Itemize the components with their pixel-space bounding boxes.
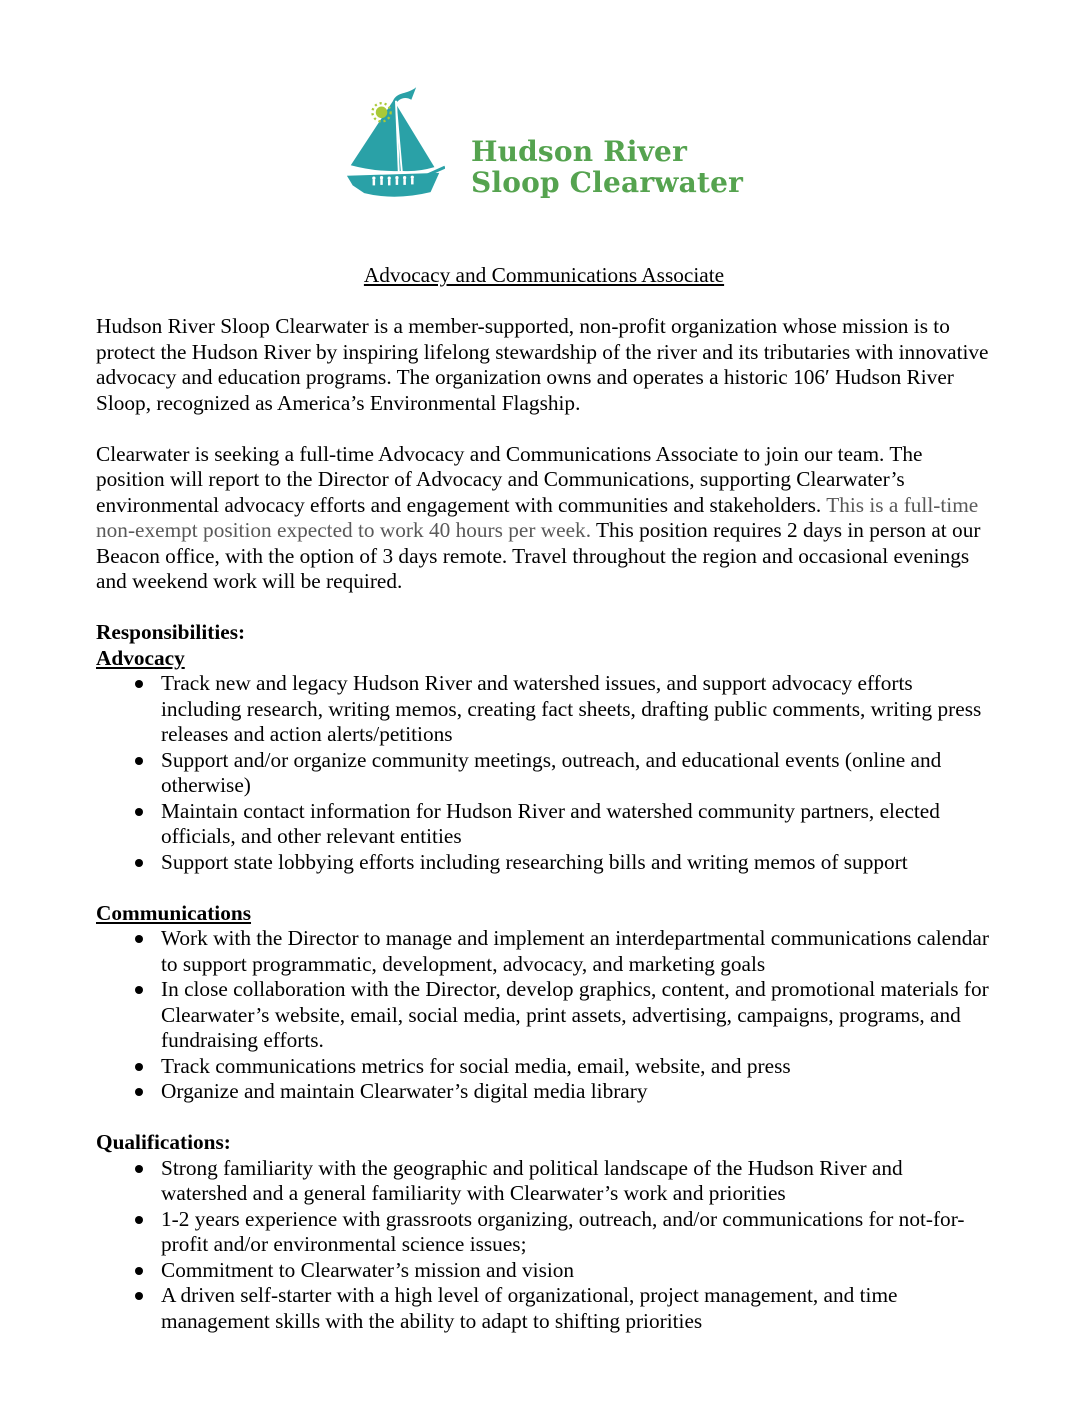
list-item: 1-2 years experience with grassroots organizing, outreach, and/or communications for not-for-profit and/or environmental science issues; [96,1207,992,1258]
logo-wordmark-line2: Sloop Clearwater [470,166,744,199]
logo-wordmark [471,136,743,198]
list-item: Support state lobbying efforts including researching bills and writing memos of support [96,850,992,876]
qualifications-heading: Qualifications: [96,1130,231,1154]
list-item: Strong familiarity with the geographic and political landscape of the Hudson River and watershed and a general familiarity with Clearwater’s work and priorities [96,1156,992,1207]
advocacy-bullet-list [96,671,992,875]
qualifications-bullet-list [96,1156,992,1335]
advocacy-subheading: Advocacy [96,645,185,670]
list-item: Maintain contact information for Hudson River and watershed community partners, elected officials, and other relevant entities [96,799,992,850]
responsibilities-heading: Responsibilities: [96,620,246,644]
list-item: Organize and maintain Clearwater’s digital media library [96,1079,992,1105]
intro-paragraph-2-end: This position requires 2 days in person at our Beacon office, with the option of 3 days remote. Travel throughout the region and occasional evenings and weekend work will be required. [96,518,981,593]
intro-paragraph-2-gray: This is a full-time non-exempt position expected to work 40 hours per week. [96,492,979,542]
list-item: Support and/or organize community meetings, outreach, and educational events (online and otherwise) [96,748,992,799]
list-item: Track new and legacy Hudson River and watershed issues, and support advocacy efforts including research, writing memos, creating fact sheets, drafting public comments, writing press releases and action alerts/petitions [96,671,992,748]
sloop-boat-icon [345,84,445,206]
list-item: Commitment to Clearwater’s mission and vision [96,1258,992,1284]
list-item: A driven self-starter with a high level of organizational, project management, and time management skills with the ability to adapt to shifting priorities [96,1283,992,1334]
intro-paragraph-1: Hudson River Sloop Clearwater is a member-supported, non-profit organization whose mission is to protect the Hudson River by inspiring lifelong stewardship of the river and its tributaries with innovative advocacy and education programs. The organization owns and operates a historic 106′ Hudson River Sloop, recognized as America’s Environmental Flagship. [96,314,989,415]
communications-subheading: Communications [96,900,252,925]
logo-wordmark-line1: Hudson River [470,135,688,168]
page-title: Advocacy and Communications Associate [363,263,725,287]
list-item: Track communications metrics for social media, email, website, and press [96,1054,992,1080]
list-item: Work with the Director to manage and implement an interdepartmental communications calendar to support programmatic, development, advocacy, and marketing goals [96,926,992,977]
clearwater-logo [96,0,992,206]
intro-paragraph-2 [96,442,992,595]
communications-bullet-list [96,926,992,1105]
intro-paragraph-2-start: Clearwater is seeking a full-time Advocacy and Communications Associate to join our team. The position will report to the Director of Advocacy and Communications, supporting Clearwater’s environmental advocacy efforts and engagement with communities and stakeholders. [96,441,923,517]
list-item: In close collaboration with the Director, develop graphics, content, and promotional materials for Clearwater’s website, email, social media, print assets, advertising, campaigns, programs, and fundraising efforts. [96,977,992,1054]
